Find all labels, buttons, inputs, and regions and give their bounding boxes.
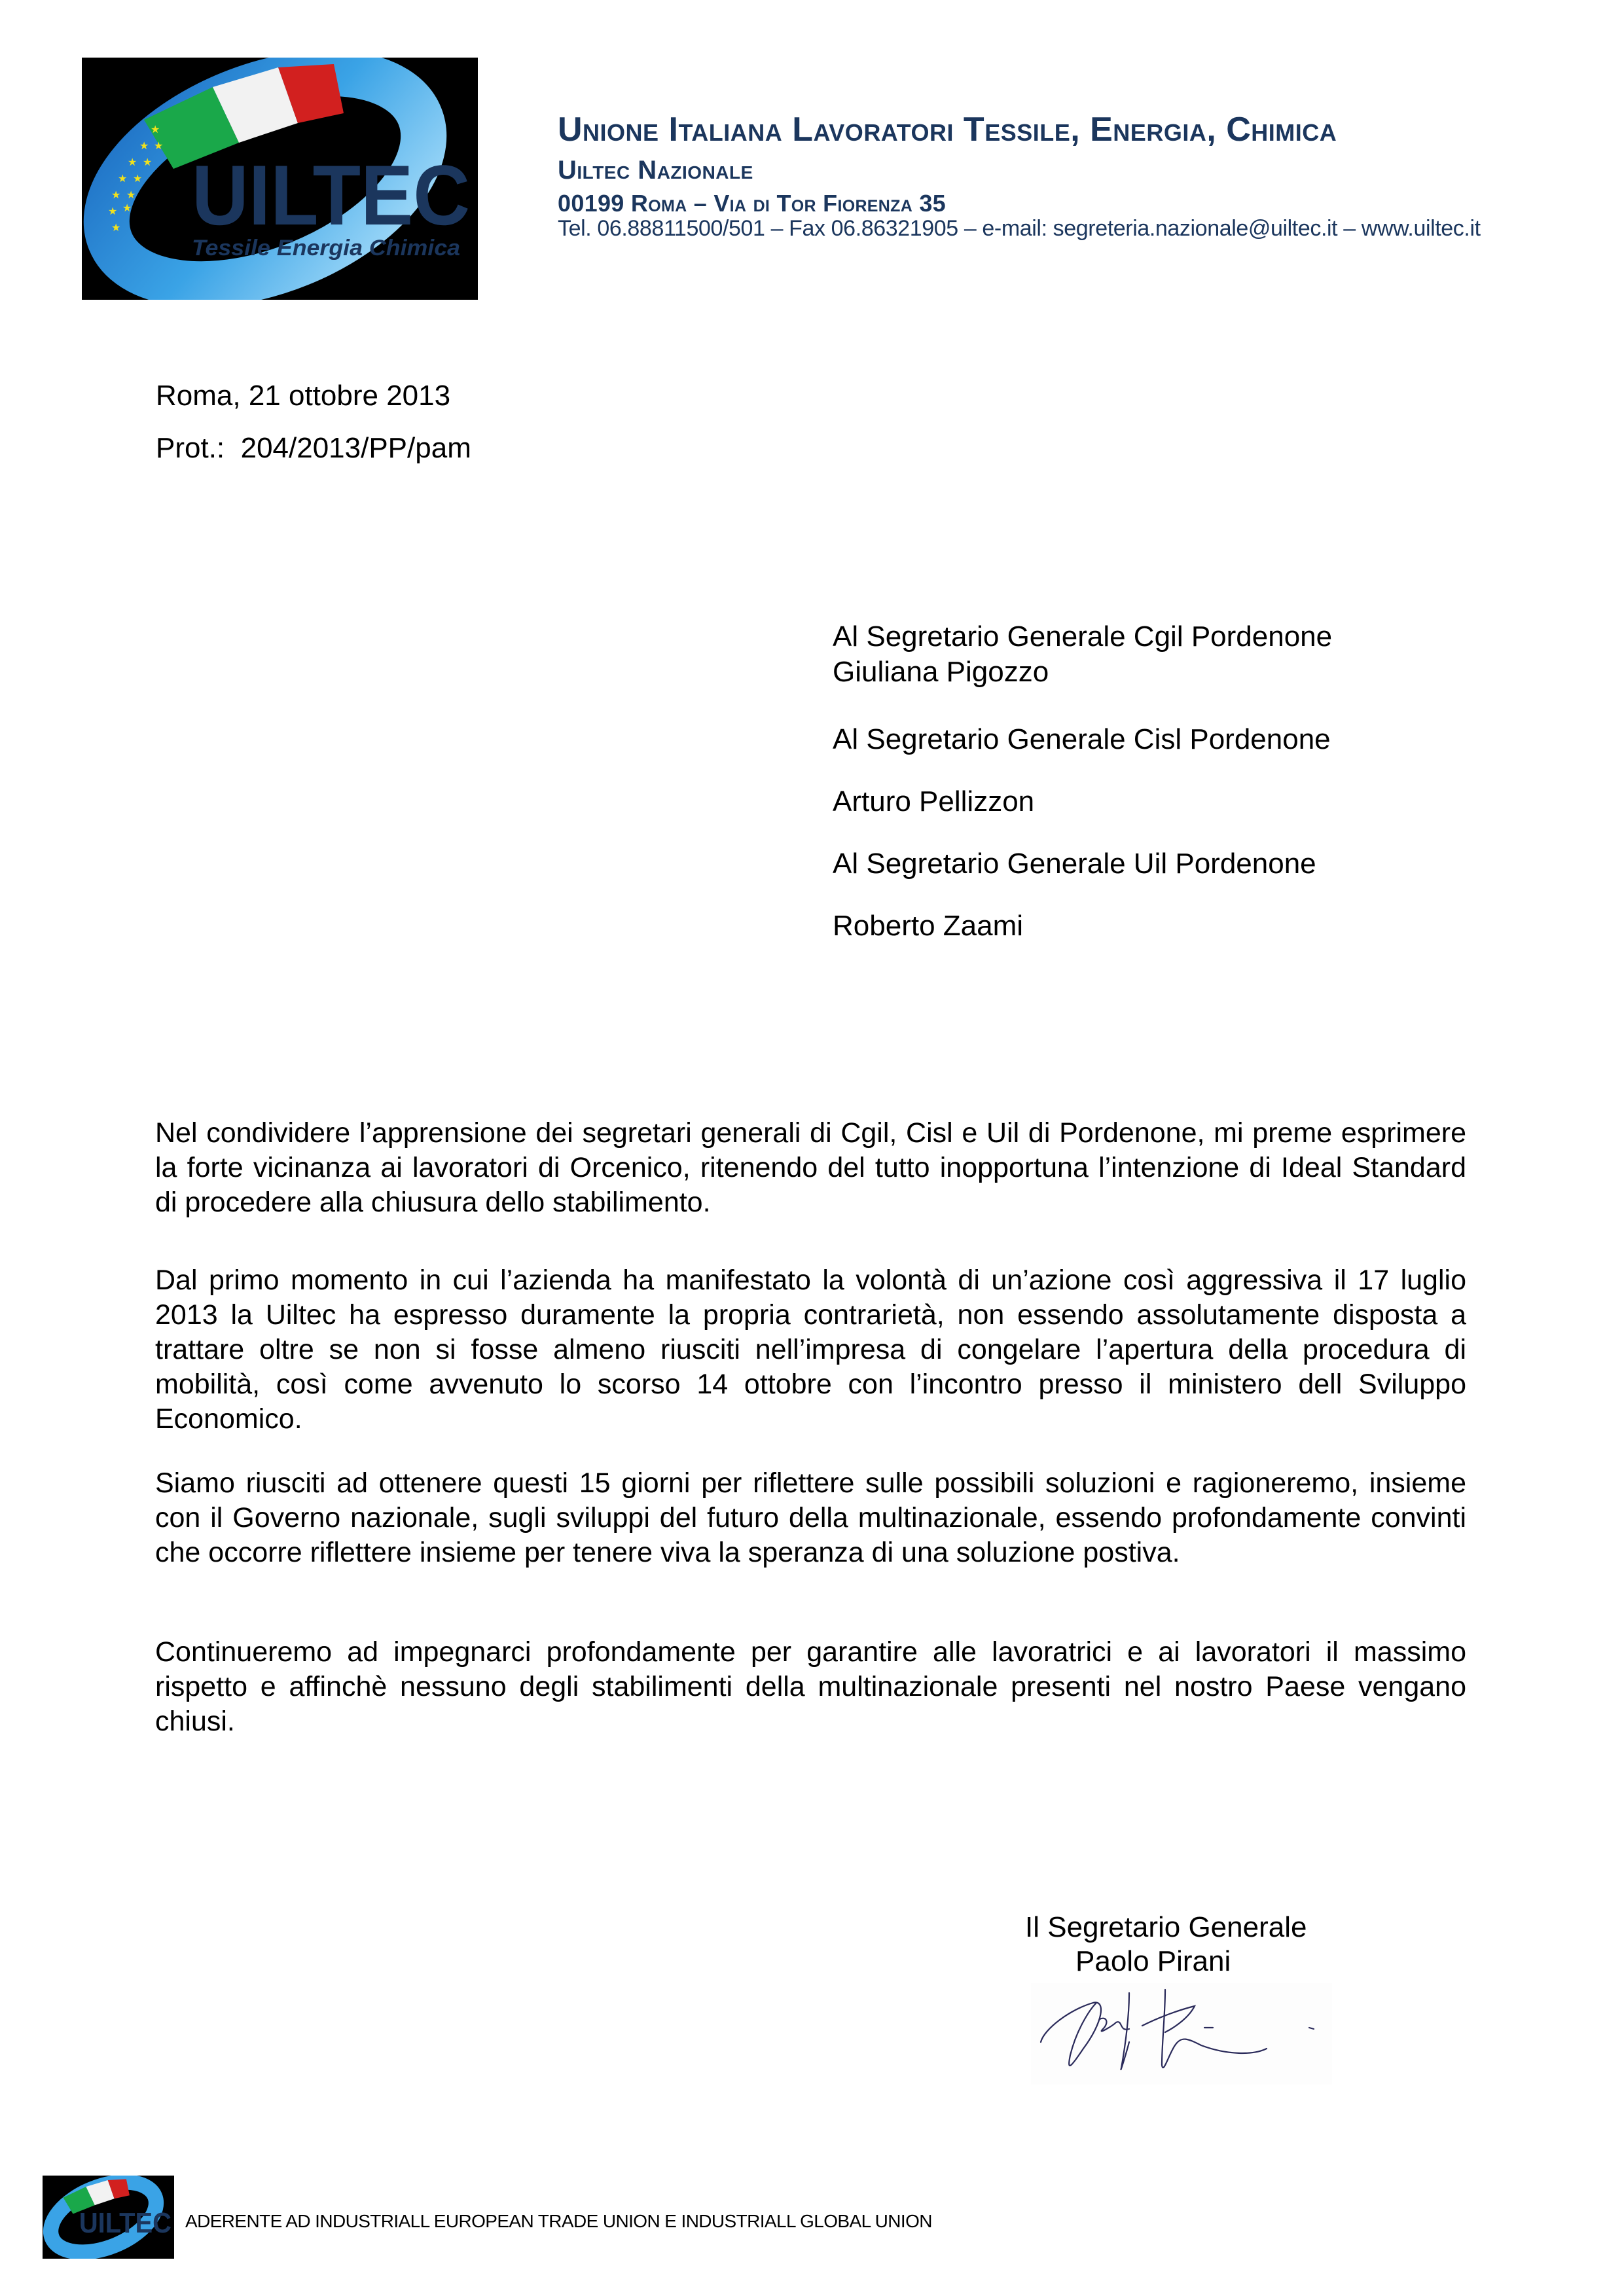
- recipient-line: Al Segretario Generale Cisl Pordenone: [833, 723, 1331, 755]
- contacts: Tel. 06.88811500/501 – Fax 06.86321905 – e-mail: segreteria.nazionale@uiltec.it – www.uiltec.it: [558, 216, 1481, 241]
- svg-text:★: ★: [126, 188, 136, 201]
- svg-text:Tessile Energia Chimica: Tessile Energia Chimica: [192, 236, 460, 260]
- body-paragraph: Nel condividere l’apprensione dei segretari generali di Cgil, Cisl e Uil di Pordenone, mi preme esprimere la forte vicinanza ai lavoratori di Orcenico, ritenendo del tutto inopportuna l’intenzione di Ideal Standard di procedere alla chiusura dello stabilimento.: [155, 1117, 1466, 1218]
- svg-text:★: ★: [111, 188, 121, 201]
- recipient-line: Roberto Zaami: [833, 910, 1024, 942]
- svg-text:★: ★: [108, 205, 118, 217]
- body-paragraph: Continueremo ad impegnarci profondamente per garantire alle lavoratrici e ai lavoratori il massimo rispetto e affinchè nessuno degli stabilimenti della multinazionale presenti nel nostro Paese vengano chiusi.: [155, 1636, 1466, 1737]
- org-name: Unione Italiana Lavoratori Tessile, Energia, Chimica: [558, 111, 1337, 149]
- svg-text:UILTEC: UILTEC: [79, 2207, 172, 2239]
- uiltec-logo-icon: [82, 58, 478, 300]
- uiltec-logo-small-icon: [43, 2176, 174, 2259]
- handwritten-signature-icon: [1031, 1983, 1332, 2085]
- letter-date: Roma, 21 ottobre 2013: [156, 380, 451, 412]
- body-paragraph: Siamo riusciti ad ottenere questi 15 giorni per riflettere sulle possibili soluzioni e ragioneremo, insieme con il Governo nazionale, sugli sviluppi del futuro della multinazionale, essendo profondamente convinti che occorre riflettere insieme per tenere viva la speranza di una soluzione postiva.: [155, 1467, 1466, 1568]
- signatory-name: Paolo Pirani: [1075, 1945, 1231, 1977]
- svg-text:★: ★: [151, 123, 160, 135]
- recipient-line: Al Segretario Generale Uil Pordenone: [833, 848, 1316, 880]
- footer-affiliation: ADERENTE AD INDUSTRIALL EUROPEAN TRADE UNION E INDUSTRIALL GLOBAL UNION: [185, 2211, 932, 2231]
- svg-text:★: ★: [139, 139, 149, 152]
- address: 00199 Roma – Via di Tor Fiorenza 35: [558, 190, 947, 217]
- division-name: Uiltec Nazionale: [558, 156, 753, 185]
- svg-text:★: ★: [154, 139, 164, 152]
- svg-text:★: ★: [122, 202, 132, 214]
- svg-text:★: ★: [133, 172, 143, 185]
- recipient-line: Giuliana Pigozzo: [833, 656, 1049, 688]
- protocol-number: Prot.: 204/2013/PP/pam: [156, 432, 471, 464]
- recipient-line: Arturo Pellizzon: [833, 785, 1035, 817]
- svg-text:★: ★: [118, 172, 128, 185]
- signatory-title: Il Segretario Generale: [1025, 1911, 1307, 1943]
- recipient-line: Al Segretario Generale Cgil Pordenone: [833, 620, 1333, 653]
- svg-text:★: ★: [111, 221, 121, 234]
- svg-text:★: ★: [128, 156, 137, 168]
- svg-text:★: ★: [143, 156, 153, 168]
- svg-text:UILTEC: UILTEC: [192, 147, 470, 243]
- body-paragraph: Dal primo momento in cui l’azienda ha manifestato la volontà di un’azione così aggressiva il 17 luglio 2013 la Uiltec ha espresso duramente la propria contrarietà, non essendo assolutamente disposta a trattare oltre se non si fosse almeno riusciti nell’impresa di congelare l’apertura della procedura di mobilità, così come avvenuto lo scorso 14 ottobre con l’incontro presso il ministero dell Sviluppo Economico.: [155, 1265, 1466, 1435]
